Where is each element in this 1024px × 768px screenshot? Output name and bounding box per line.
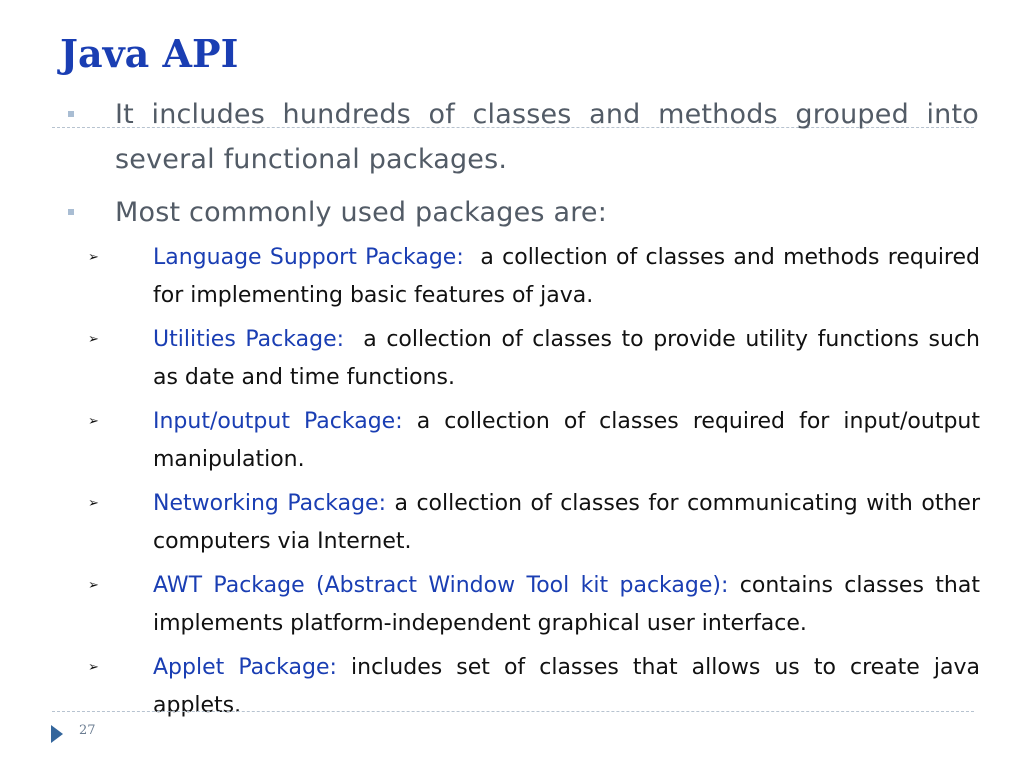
package-description: contains classes that implements platform-independent graphical user interface.: [153, 573, 980, 636]
package-name: Applet Package:: [153, 655, 337, 680]
package-description: a collection of classes for communicating with other computers via Internet.: [153, 491, 980, 554]
square-bullet-icon: [68, 111, 74, 117]
page-number: 27: [79, 723, 96, 738]
package-name: AWT Package (Abstract Window Tool kit package):: [153, 573, 729, 598]
package-list: [88, 239, 980, 731]
bullet-text: Most commonly used packages are:: [115, 197, 608, 228]
package-name: Input/output Package:: [153, 409, 403, 434]
package-item: [88, 239, 980, 315]
bullet-text: It includes hundreds of classes and methods grouped into several functional packages.: [115, 99, 979, 175]
package-name: Language Support Package:: [153, 245, 464, 270]
package-description: a collection of classes to provide utility functions such as date and time functions.: [153, 327, 980, 390]
package-description: includes set of classes that allows us to create java applets.: [153, 655, 980, 718]
square-bullet-icon: [68, 209, 74, 215]
arrowhead-bullet-icon: ➢: [88, 660, 99, 675]
bottom-divider: [52, 711, 974, 712]
arrowhead-bullet-icon: ➢: [88, 414, 99, 429]
package-item: [88, 485, 980, 561]
arrowhead-bullet-icon: ➢: [88, 578, 99, 593]
package-name: Networking Package:: [153, 491, 386, 516]
play-triangle-icon[interactable]: [51, 725, 63, 743]
arrowhead-bullet-icon: ➢: [88, 496, 99, 511]
arrowhead-bullet-icon: ➢: [88, 250, 99, 265]
package-name: Utilities Package:: [153, 327, 345, 352]
package-item: [88, 567, 980, 643]
package-item: [88, 403, 980, 479]
package-description: a collection of classes required for input/output manipulation.: [153, 409, 980, 472]
arrowhead-bullet-icon: ➢: [88, 332, 99, 347]
package-item: [88, 321, 980, 397]
slide-title: Java API: [60, 31, 239, 76]
package-description: a collection of classes and methods required for implementing basic features of java.: [153, 245, 980, 308]
package-item: [88, 649, 980, 725]
